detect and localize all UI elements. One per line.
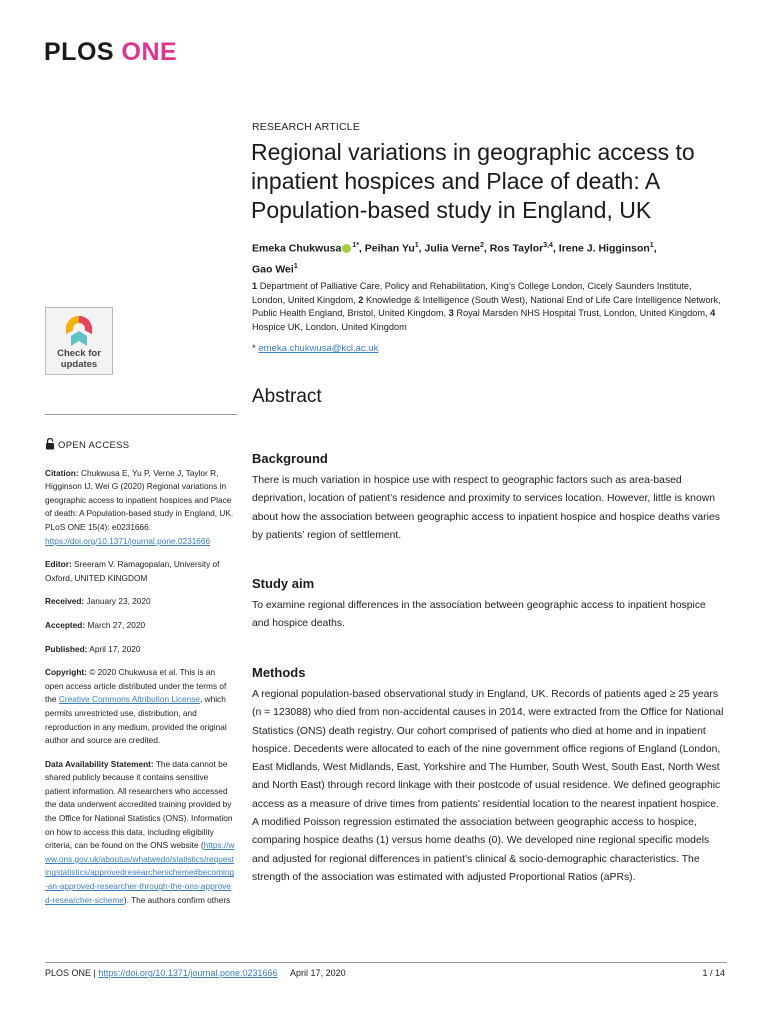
editor-block: [45, 558, 235, 585]
citation-block: [45, 467, 235, 549]
open-access-label: [45, 438, 235, 455]
citation-doi-link[interactable]: https://doi.org/10.1371/journal.pone.0231666: [45, 535, 211, 546]
logo-one: ONE: [121, 38, 178, 66]
orcid-icon[interactable]: [342, 244, 351, 253]
footer-date: April 17, 2020: [290, 968, 346, 978]
author-sup: 1: [293, 262, 298, 270]
copyright-text: © 2020 Chukwusa et al. This is an open access article distributed under the terms of the: [45, 667, 227, 705]
affiliation-text: Hospice UK, London, United Kingdom: [252, 321, 407, 332]
page-footer: [45, 968, 346, 978]
affiliation-text: Royal Marsden NHS Hospital Trust, London, United Kingdom,: [456, 308, 708, 318]
received-block: [45, 595, 235, 609]
badge-label-line2: updates: [60, 359, 98, 370]
author-name[interactable]: Julia Verne: [424, 242, 480, 255]
author-name[interactable]: Peihan Yu: [364, 242, 415, 255]
background-heading: Background: [252, 451, 328, 466]
methods-heading: Methods: [252, 665, 306, 680]
author-sup: 1: [649, 242, 654, 249]
article-info-sidebar: [45, 438, 235, 917]
journal-logo: [44, 38, 177, 67]
data-availability-text: The data cannot be shared publicly because it contains sensitive patient information. All researchers who accessed the data underwent accredited training provided by the Office for National Statistics (ONS). Information on how to access this data, including eligibility criteria, can be found on the ONS website (: [45, 758, 233, 851]
open-access-text: OPEN ACCESS: [58, 440, 130, 451]
study-aim-text: To examine regional differences in the association between geographic access to inpatient hospice and hospice deaths.: [252, 600, 706, 630]
background-text: There is much variation in hospice use with respect to geographic factors such as area-based deprivation, location of patient’s residence and proximity to services location. However, little is known about how the association between geographic access to inpatient hospice and hospice deaths varies by patients’ region of settlement.: [252, 475, 720, 541]
author-list: Emeka Chukwusa $^{1*}$, Peihan Yu$^1$, Julia Verne$^2$, Ros Taylor$^{3,4}$, Irene J. Higginson$^1$, Gao Wei$^1$: [252, 242, 657, 275]
footer-journal: PLOS ONE |: [45, 968, 96, 978]
author-sup: 1*: [352, 242, 359, 249]
editor-label: Editor:: [45, 559, 72, 570]
license-link[interactable]: Creative Commons Attribution License: [58, 694, 200, 705]
ons-website-link[interactable]: https://www.ons.gov.uk/aboutus/whatwedo/statistics/requestingstatistics/approvedresearcherscheme#becoming-an-approved-researcher-through-the-ons-approved-researcher-scheme: [45, 840, 235, 905]
citation-text: Chukwusa E, Yu P, Verne J, Taylor R, Higginson IJ, Wei G (2020) Regional variations in geographic access to inpatient hospices and Place of death: A Population-based study in England, UK. PLoS ONE 15(4): e0231666.: [45, 467, 234, 532]
page-number: 1 / 14: [702, 968, 725, 978]
abstract-heading: Abstract: [252, 386, 322, 407]
check-for-updates-badge[interactable]: [45, 307, 113, 375]
citation-label: Citation:: [45, 467, 79, 478]
logo-plos: PLOS: [44, 38, 115, 66]
data-availability-block: [45, 758, 235, 908]
affiliation-text: Knowledge & Intelligence (South West), National End of Life Care Intelligence Network, Public Health England, Bristol, United Kingdom,: [252, 294, 721, 318]
accepted-label: Accepted:: [45, 619, 86, 630]
copyright-text-end: , which permits unrestricted use, distribution, and reproduction in any medium, provided the original author and source are credited.: [45, 694, 227, 746]
received-label: Received:: [45, 596, 85, 607]
affiliation-number: 3: [448, 308, 454, 318]
copyright-label: Copyright:: [45, 667, 87, 678]
badge-label-line1: Check for: [57, 348, 101, 359]
affiliation-number: 4: [710, 308, 716, 318]
accepted-date: March 27, 2020: [87, 619, 146, 630]
data-availability-text-end: ). The authors confirm others: [123, 894, 231, 905]
affiliation-number: 2: [358, 294, 364, 305]
study-aim-heading: Study aim: [252, 576, 315, 591]
study-aim-section: [252, 576, 724, 634]
editor-text: Sreeram V. Ramagopalan, University of Oxford, UNITED KINGDOM: [45, 559, 220, 583]
affiliations: [252, 280, 727, 334]
copyright-block: [45, 666, 235, 748]
bookmark-ribbon-icon: [64, 314, 94, 348]
author-name[interactable]: Ros Taylor: [489, 242, 544, 255]
author-sup: 2: [479, 242, 484, 249]
author-name[interactable]: Gao Wei: [252, 263, 294, 275]
author-name[interactable]: Irene J. Higginson: [558, 242, 650, 255]
accepted-block: [45, 619, 235, 633]
correspondence: [252, 343, 378, 354]
corr-email-link[interactable]: emeka.chukwusa@kcl.ac.uk: [258, 343, 379, 354]
methods-text: A regional population-based observational study in England, UK. Records of patients aged ≥ 25 years (n = 123088) who died from non-accidental causes in 2014, were extracted from the Office for National Statistics (ONS) death registry. Our cohort comprised of patients who died at home and in inpatient hospice. Decedents were allocated to each of the nine government office regions of England (London, East Midlands, West Midlands, East, Yorkshire and The Humber, South West, South East, North West and North East) through record linkage with their postcode of usual residence. We defined geographic access as a measure of drive times from patients’ residential location to the nearest inpatient hospice. A modified Poisson regression estimated the association between geographic access to hospice, comparing hospice deaths (1) versus home deaths (0). We developed nine regional specific models and adjusted for regional differences in patient’s clinical & socio-demographic characteristics. The strength of the association was estimated with adjusted Proportional Ratios (aPRs).: [252, 689, 724, 883]
methods-section: [252, 665, 724, 887]
affiliation-text: Department of Palliative Care, Policy and Rehabilitation, King’s College London, Cicely Saunders Institute, London, United Kingdom,: [252, 281, 692, 305]
open-lock-icon: [45, 438, 55, 455]
published-date: April 17, 2020: [89, 643, 141, 654]
data-availability-label: Data Availability Statement:: [45, 758, 154, 769]
corr-marker: *: [252, 343, 256, 354]
received-date: January 23, 2020: [86, 596, 151, 607]
published-block: [45, 643, 235, 657]
affiliation-number: 1: [252, 281, 258, 291]
divider: [45, 414, 237, 415]
footer-doi-link[interactable]: https://doi.org/10.1371/journal.pone.0231666: [98, 968, 278, 978]
article-type: RESEARCH ARTICLE: [252, 121, 361, 133]
author-name[interactable]: Emeka Chukwusa: [252, 242, 342, 255]
author-sup: 3,4: [543, 242, 553, 249]
background-section: [252, 451, 724, 545]
footer-divider: [45, 962, 727, 963]
published-label: Published:: [45, 643, 88, 654]
author-sup: 1: [414, 242, 419, 249]
article-title: Regional variations in geographic access to inpatient hospices and Place of death: A Population-based study in England, UK: [251, 139, 695, 223]
